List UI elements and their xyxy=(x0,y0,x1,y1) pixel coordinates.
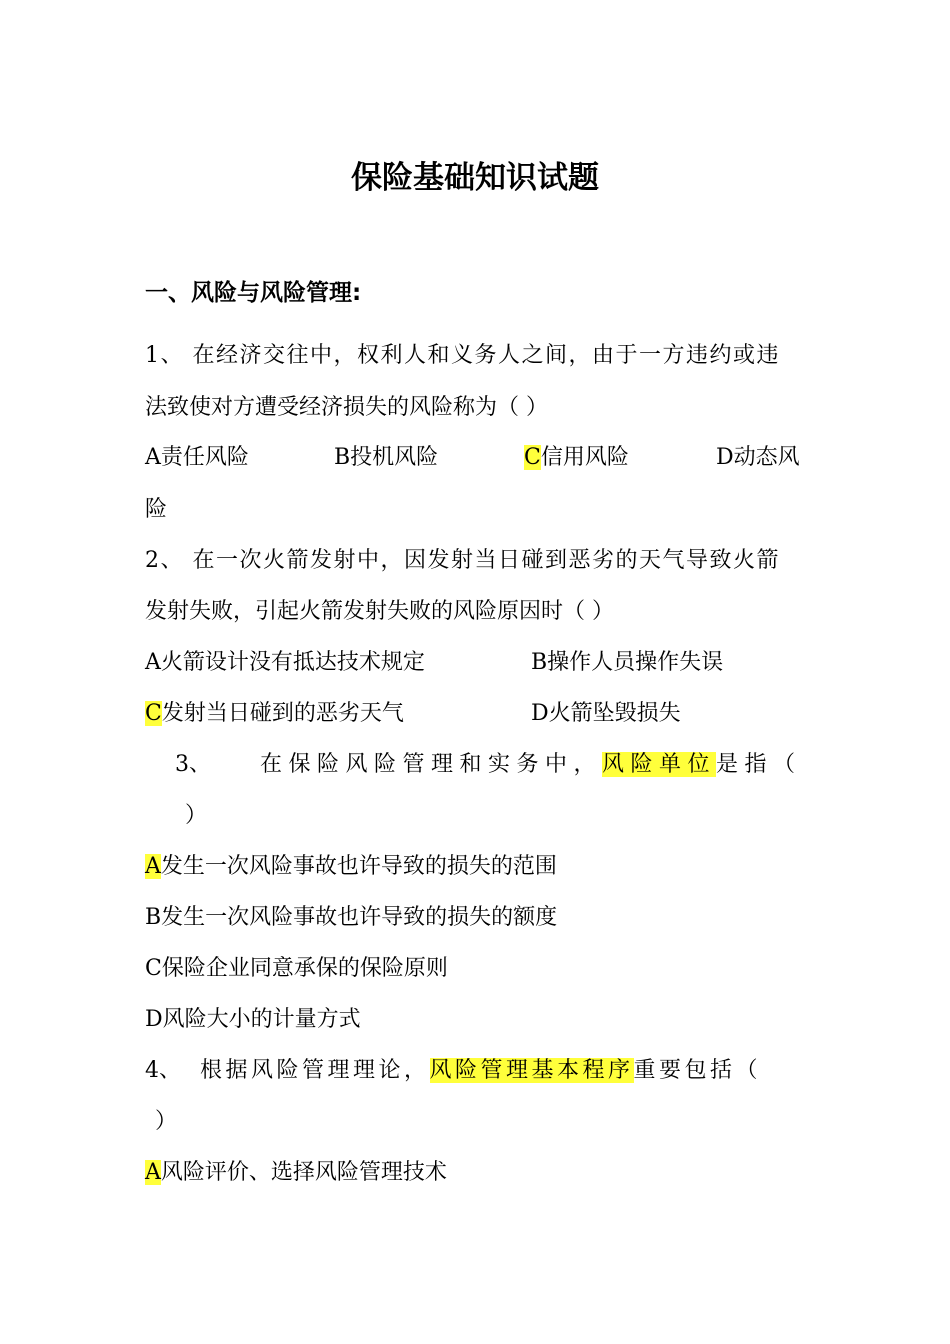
q3-option-b: B发生一次风险事故也许导致的损失的额度 xyxy=(145,905,558,930)
q3-line1 xyxy=(260,750,802,780)
q2-line1: 2、 在一次火箭发射中，因发射当日碰到恶劣的天气导致火箭 xyxy=(145,548,780,573)
q3-option-c: C保险企业同意承保的保险原则 xyxy=(145,956,448,981)
section-title: 一、风险与风险管理: xyxy=(145,280,362,306)
q1-option-b: B投机风险 xyxy=(334,445,439,470)
q3-line2: ） xyxy=(185,803,208,828)
answer-highlight: A xyxy=(145,854,161,879)
q2-option-b: B操作人员操作失误 xyxy=(531,650,724,675)
q3-option-d: D风险大小的计量方式 xyxy=(145,1007,361,1032)
q4-line1 xyxy=(200,1056,761,1086)
q2-option-c-text: 发射当日碰到的恶劣天气 xyxy=(161,701,404,726)
q3-option-a xyxy=(145,852,557,882)
answer-highlight: A xyxy=(145,1160,161,1185)
q1-option-c-text: 信用风险 xyxy=(540,445,629,470)
q2-option-d: D火箭坠毁损失 xyxy=(531,701,681,726)
page-title: 保险基础知识试题 xyxy=(351,160,599,196)
q2-option-a: A火箭设计没有抵达技术规定 xyxy=(145,650,425,675)
q2-line2: 发射失败，引起火箭发射失败的风险原因时（ ） xyxy=(145,599,614,624)
q1-line1: 1、 在经济交往中，权利人和义务人之间，由于一方违约或违 xyxy=(145,343,780,368)
q3-keyword-highlight: 风险单位 xyxy=(602,752,717,777)
q1-option-c xyxy=(524,443,629,473)
q4-option-a-text: 风险评价、选择风险管理技术 xyxy=(160,1160,447,1185)
q4-option-a xyxy=(145,1158,447,1188)
q4-keyword-highlight: 风险管理基本程序 xyxy=(429,1058,634,1083)
q1-line2: 法致使对方遭受经济损失的风险称为（ ） xyxy=(145,395,548,420)
q2-option-c xyxy=(145,699,404,729)
q3-number: 3、 xyxy=(175,752,211,777)
q3-option-a-text: 发生一次风险事故也许导致的损失的范围 xyxy=(160,854,557,879)
q1-option-d-wrap: 险 xyxy=(145,497,168,522)
q4-number: 4、 xyxy=(145,1058,181,1083)
q4-text-b: 重要包括（ xyxy=(633,1058,762,1083)
q1-option-d: D动态风 xyxy=(716,445,800,470)
q3-text-a: 在保险风险管理和实务中， xyxy=(260,752,603,777)
q4-line2: ） xyxy=(155,1109,178,1134)
answer-highlight: C xyxy=(145,701,162,726)
q1-option-a: A责任风险 xyxy=(145,445,249,470)
q3-text-b: 是指（ xyxy=(716,752,802,777)
answer-highlight: C xyxy=(524,445,541,470)
q4-text-a: 根据风险管理理论， xyxy=(200,1058,430,1083)
